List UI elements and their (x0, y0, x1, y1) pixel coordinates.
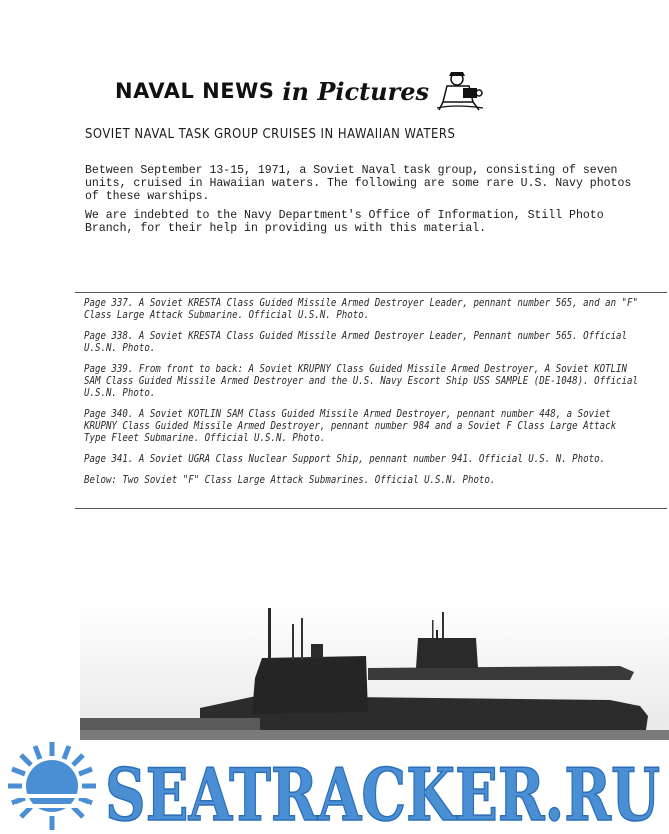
submarine-photo (0, 600, 669, 740)
intro-paragraph-2: We are indebted to the Navy Department's Office of Information, Still Photo Branch, for their help in providing us with this material. (85, 208, 604, 235)
bottom-divider (75, 508, 667, 509)
caption-page-340: Page 340. A Soviet KOTLIN SAM Class Guided Missile Armed Destroyer, pennant number 448, a Soviet KRUPNY Class Guided Missile Armed Destroyer, pennant number 984 and a Soviet F Class Large Attack Type Fleet Submarine. Official U.S.N. Photo. (84, 408, 617, 444)
intro-paragraph-1: Between September 13-15, 1971, a Soviet Naval task group, consisting of seven units, cruised in Hawaiian waters. The following are some rare U.S. Navy photos of these warships. (85, 163, 632, 203)
masthead-title: NAVAL NEWS (115, 79, 275, 103)
watermark-banner (0, 738, 669, 834)
sunburst-logo-icon (8, 742, 96, 830)
caption-below: Below: Two Soviet "F" Class Large Attack Submarines. Official U.S.N. Photo. (84, 474, 496, 486)
photo-captions (84, 297, 643, 495)
caption-page-338: Page 338. A Soviet KRESTA Class Guided Missile Armed Destroyer Leader, Pennant number 565. Official U.S.N. Photo. (84, 330, 628, 354)
article-headline: SOVIET NAVAL TASK GROUP CRUISES IN HAWAIIAN WATERS (85, 126, 456, 142)
caption-page-341: Page 341. A Soviet UGRA Class Nuclear Support Ship, pennant number 941. Official U.S. N. Photo. (84, 453, 606, 465)
masthead-script: in Pictures (282, 76, 430, 106)
masthead (115, 70, 485, 112)
cameraman-mascot-icon (435, 70, 485, 112)
caption-page-339: Page 339. From front to back: A Soviet KRUPNY Class Guided Missile Armed Destroyer, A Soviet KOTLIN SAM Class Guided Missile Armed Destroyer and the U.S. Navy Escort Ship USS SAMPLE (DE-1048). Official U.S.N. Photo. (84, 363, 639, 399)
watermark-text: SEATRACKER.RU (105, 752, 660, 834)
caption-page-337: Page 337. A Soviet KRESTA Class Guided Missile Armed Destroyer Leader, pennant number 565, and an "F" Class Large Attack Submarine. Official U.S.N. Photo. (84, 297, 639, 321)
top-divider (75, 292, 667, 293)
